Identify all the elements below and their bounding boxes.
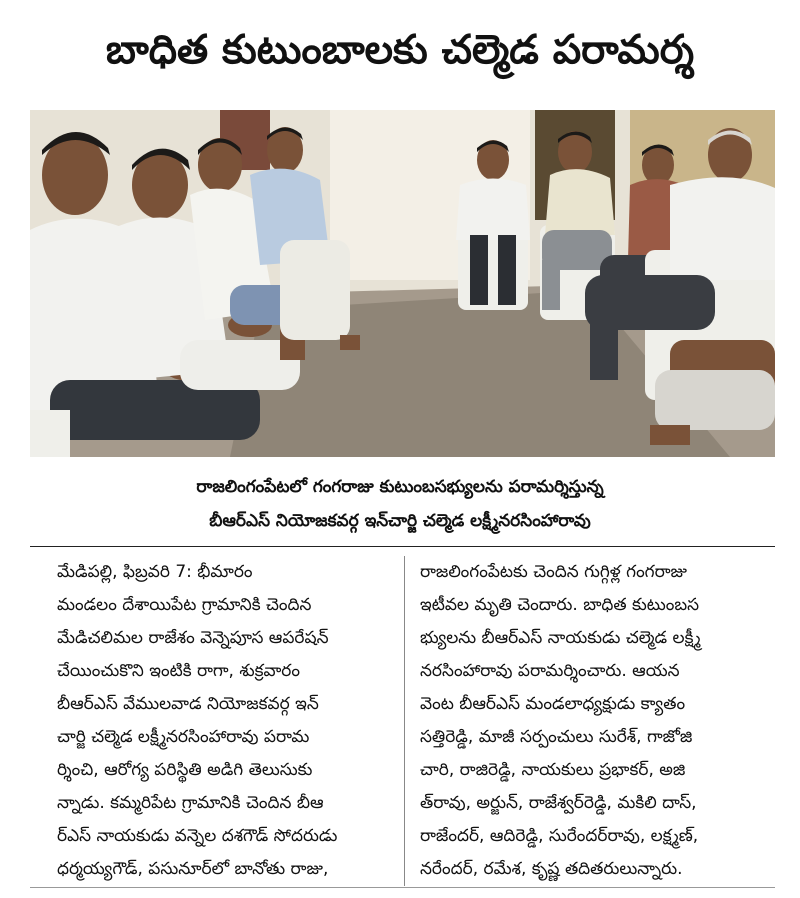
photo-caption (0, 470, 800, 538)
article-body-right-column (420, 556, 772, 886)
body-line: ఇటీవల మృతి చెందారు. బాధిత కుటుంబస (420, 595, 700, 615)
body-line: ర్శించి, ఆరోగ్య పరిస్థితి అడిగి తెలుసుకు (57, 760, 313, 780)
body-line: ధర్మయ్యగౌడ్, పసునూర్‌లో బానోతు రాజు, (57, 859, 329, 879)
body-line: భ్యులను బీఆర్ఎస్ నాయకుడు చల్మెడ లక్ష్మీ (420, 628, 701, 648)
caption-line: రాజలింగంపేటలో గంగరాజు కుటుంబసభ్యులను పరామర్శిస్తున్న (196, 477, 604, 497)
news-photo (30, 110, 775, 457)
caption-line: బీఆర్ఎస్ నియోజకవర్గ ఇన్‌చార్జి చల్మెడ లక్ష్మీనరసింహారావు (209, 511, 591, 531)
body-line: రాజలింగంపేటకు చెందిన గుగ్గిళ్ల గంగరాజు (420, 562, 687, 582)
article-body-left-column (57, 556, 392, 886)
body-line: మండలం దేశాయిపేట గ్రామానికి చెందిన (57, 595, 312, 615)
body-line: రాజేందర్, ఆదిరెడ్డి, సురేందర్‌రావు, లక్ష్మణ్, (420, 826, 699, 846)
caption-rule (30, 546, 775, 547)
bottom-rule (30, 887, 775, 888)
body-line: నరసింహారావు పరామర్శించారు. ఆయన (420, 661, 680, 681)
body-line: చారి, రాజిరెడ్డి, నాయకులు ప్రభాకర్, అజి (420, 760, 686, 780)
body-line: త్‌రావు, అర్జున్, రాజేశ్వర్‌రెడ్డి, మకిలి దాస్, (420, 793, 697, 813)
body-line: నరేందర్, రమేశ, కృష్ణ తదితరులున్నారు. (420, 859, 683, 879)
body-line: బీఆర్ఎస్ వేములవాడ నియోజకవర్గ ఇన్ (57, 694, 319, 714)
body-line: చార్జి చల్మెడ లక్ష్మీనరసింహారావు పరామ (57, 727, 310, 747)
body-line: మేడిపల్లి, ఫిబ్రవరి 7: భీమారం (57, 562, 253, 582)
body-line: సత్తిరెడ్డి, మాజీ సర్పంచులు సురేశ్, గాజోజి (420, 727, 693, 747)
body-line: మేడిచలిమల రాజేశం వెన్నెపూస ఆపరేషన్ (57, 628, 329, 648)
body-line: వెంట బీఆర్ఎస్ మండలాధ్యక్షుడు క్యాతం (420, 694, 686, 714)
column-divider (404, 556, 405, 886)
article-headline: బాధిత కుటుంబాలకు చల్మెడ పరామర్శ (105, 27, 695, 73)
body-line: న్నాడు. కమ్మరిపేట గ్రామానికి చెందిన బీఆ (57, 793, 324, 813)
body-line: ర్ఎస్ నాయకుడు వన్నెల దశగౌడ్ సోదరుడు (57, 826, 338, 846)
body-line: చేయించుకొని ఇంటికి రాగా, శుక్రవారం (57, 661, 300, 681)
